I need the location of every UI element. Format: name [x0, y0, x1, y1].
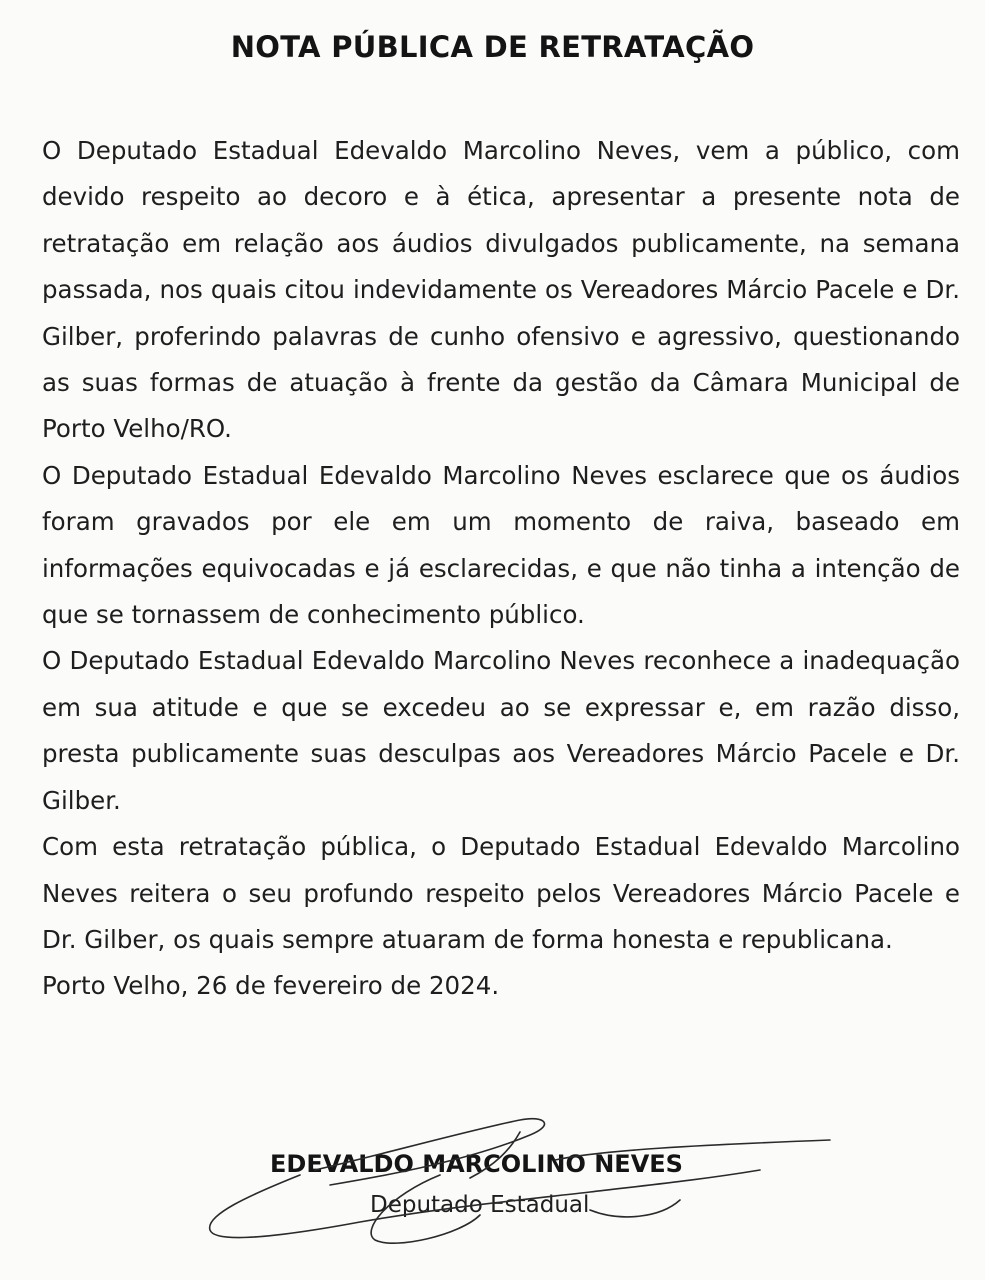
- date-line: Porto Velho, 26 de fevereiro de 2024.: [42, 971, 500, 1001]
- signature-block: [0, 1150, 985, 1260]
- paragraph-1: O Deputado Estadual Edevaldo Marcolino Neves, vem a público, com devido respeito ao decoro e à ética, apresentar a presente nota de retratação em relação aos áudios divulgados publicamente, na semana passada, nos quais citou indevidamente os Vereadores Márcio Pacele e Dr. Gilber, proferindo palavras de cunho ofensivo e agressivo, questionando as suas formas de atuação à frente da gestão da Câmara Municipal de Porto Velho/RO.: [42, 136, 960, 444]
- paragraph-3: O Deputado Estadual Edevaldo Marcolino Neves reconhece a inadequação em sua atitude e que se excedeu ao se expressar e, em razão disso, presta publicamente suas desculpas aos Vereadores Márcio Pacele e Dr. Gilber.: [42, 646, 960, 815]
- document-body: [42, 128, 960, 1010]
- document-title: NOTA PÚBLICA DE RETRATAÇÃO: [230, 30, 755, 64]
- paragraph-2: O Deputado Estadual Edevaldo Marcolino Neves esclarece que os áudios foram gravados por ele em um momento de raiva, baseado em informações equivocadas e já esclarecidas, e que não tinha a intenção de que se tornassem de conhecimento público.: [42, 460, 960, 630]
- signatory-name: EDEVALDO MARCOLINO NEVES: [270, 1150, 683, 1178]
- signatory-role: Deputado Estadual: [370, 1192, 590, 1218]
- paragraph-4: Com esta retratação pública, o Deputado Estadual Edevaldo Marcolino Neves reitera o seu profundo respeito pelos Vereadores Márcio Pacele e Dr. Gilber, os quais sempre atuaram de forma honesta e republicana.: [42, 832, 960, 954]
